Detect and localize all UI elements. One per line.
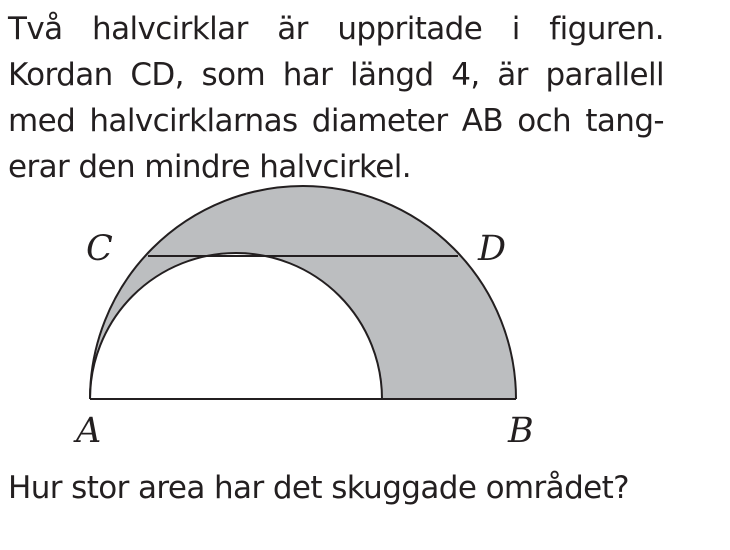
problem-line-4: erar den mindre halvcirkel.: [8, 149, 411, 185]
point-label-b: B: [508, 411, 534, 451]
question-text: Hur stor area har det skuggade området?: [8, 470, 630, 506]
problem-line-3: med halvcirklarnas diameter AB och tang-: [8, 103, 664, 139]
problem-line-2: Kordan CD, som har längd 4, är parallell: [8, 57, 664, 93]
point-label-d: D: [478, 229, 507, 269]
point-label-c: C: [86, 229, 113, 269]
problem-line-1: Två halvcirklar är uppritade i figuren.: [8, 11, 664, 47]
point-label-a: A: [76, 411, 102, 451]
shaded-region: [90, 186, 516, 399]
